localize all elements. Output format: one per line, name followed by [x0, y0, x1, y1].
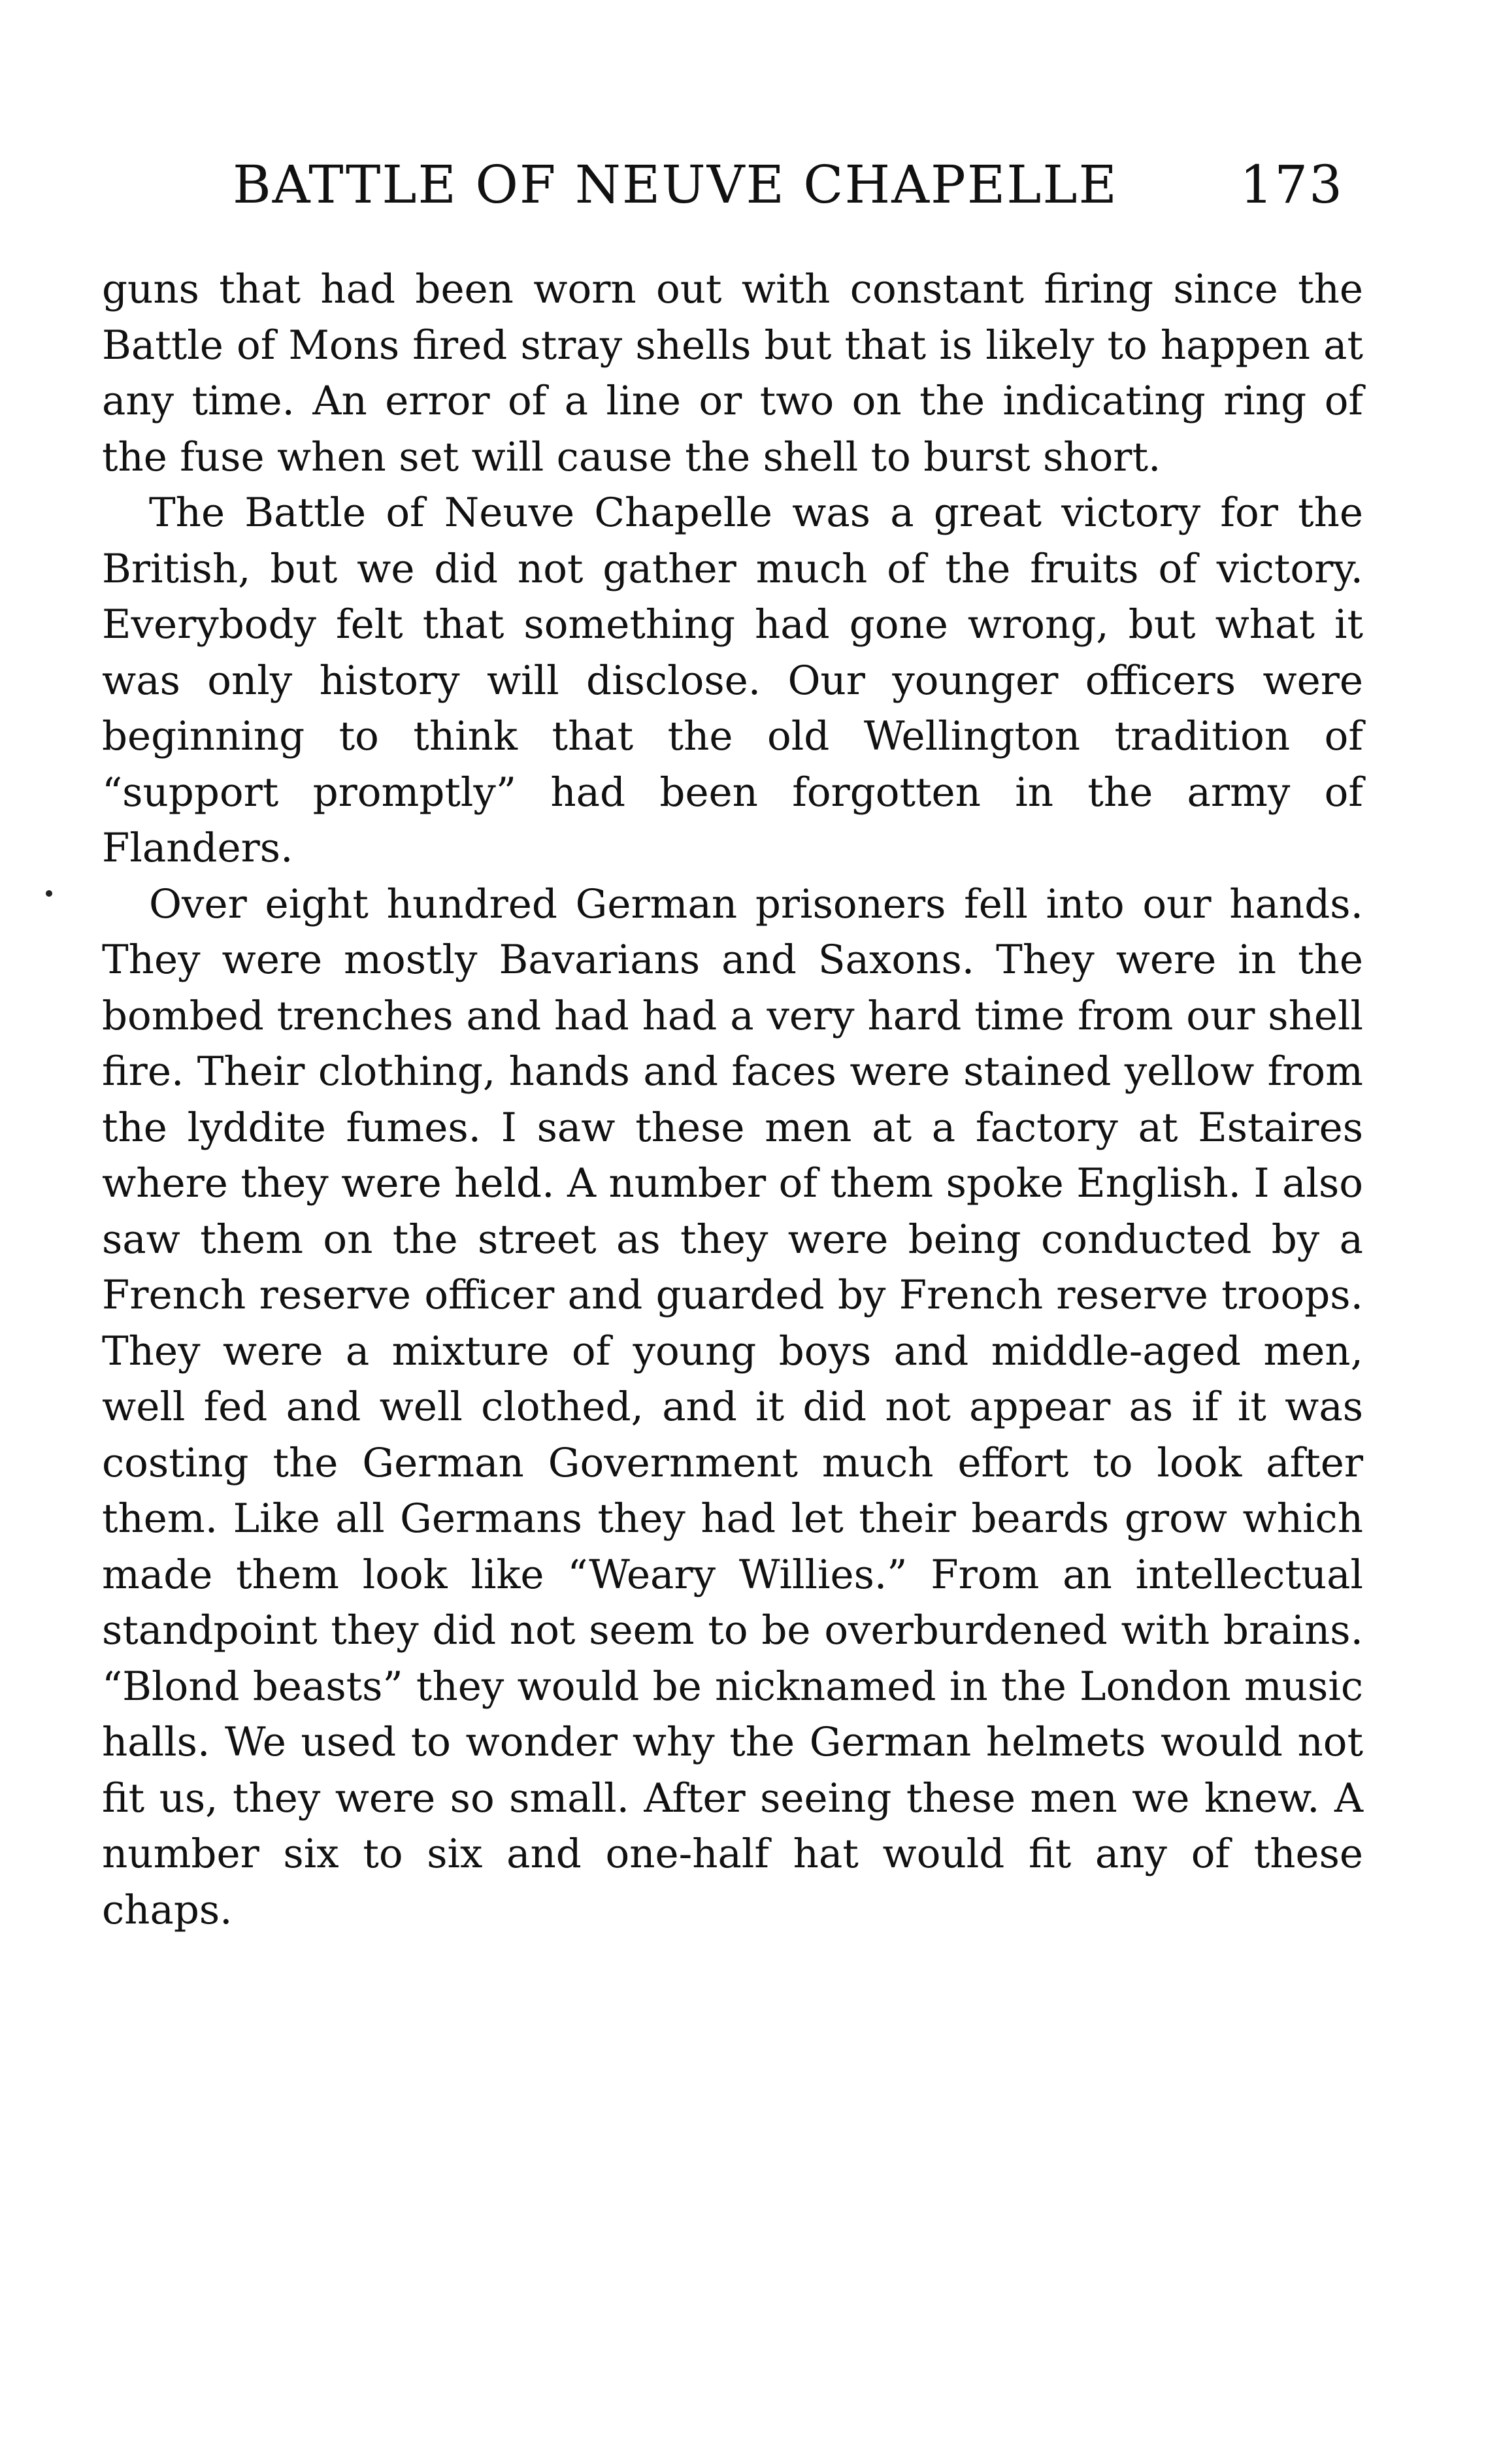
stray-ink-mark — [46, 890, 52, 897]
page-number: 173 — [1240, 154, 1344, 215]
body-text — [102, 261, 1363, 1938]
paragraph-german-prisoners: Over eight hundred German prisoners fell into our hands. They were mostly Bavarians and Saxons. They were in the bombed trenches and had had a very hard time from our shell fire. Their clothing, hands and faces were stained yellow from the lyddite fumes. I saw these men at a factory at Estaires where they were held. A number of them spoke English. I also saw them on the street as they were being conducted by a French reserve officer and guarded by French reserve troops. They were a mixture of young boys and middle-aged men, well fed and well clothed, and it did not appear as if it was costing the German Government much effort to look after them. Like all Germans they had let their beards grow which made them look like “Weary Willies.” From an intellectual standpoint they did not seem to be overburdened with brains. “Blond beasts” they would be nicknamed in the London music halls. We used to wonder why the German helmets would not fit us, they were so small. After seeing these men we knew. A number six to six and one-half hat would fit any of these chaps. — [102, 880, 1363, 1933]
paragraph-battle-victory: The Battle of Neuve Chapelle was a great victory for the British, but we did not gather much of the fruits of victory. Everybody felt that something had gone wrong, but what it was only history will disclose. Our younger officers were beginning to think that the old Wellington tradition of “support promptly” had been forgotten in the army of Flanders. — [102, 490, 1363, 871]
running-title: BATTLE OF NEUVE CHAPELLE — [233, 154, 1118, 215]
paragraph-continued: guns that had been worn out with constant firing since the Battle of Mons fired stray shells but that is likely to happen at any time. An error of a line or two on the indicating ring of the fuse when set will cause the shell to burst short. — [102, 266, 1363, 480]
running-head — [102, 149, 1344, 221]
